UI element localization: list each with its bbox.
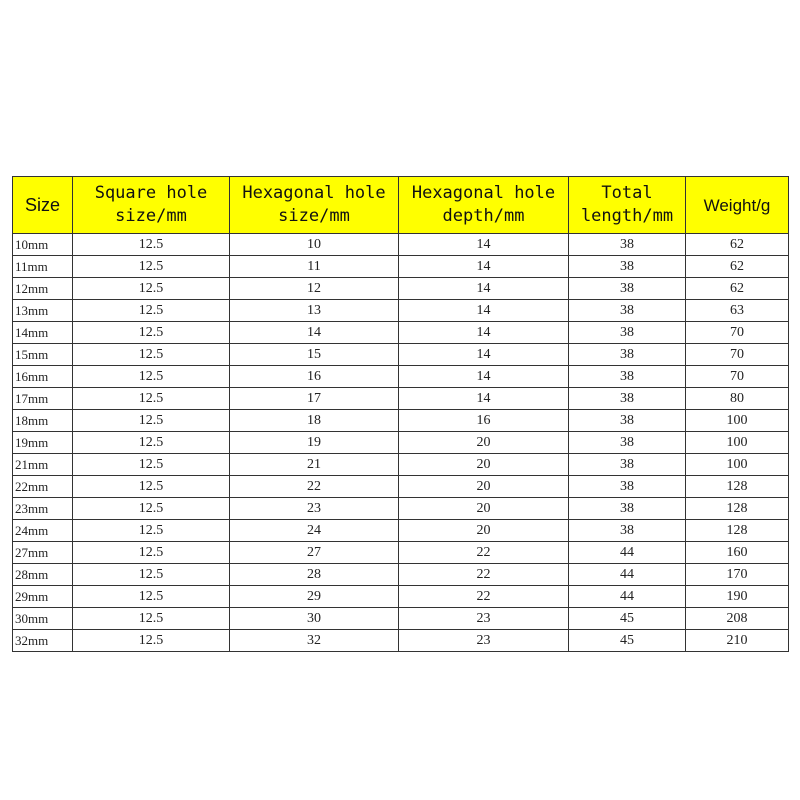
weight-cell: 100 — [686, 410, 789, 432]
hex-hole-depth-cell: 22 — [399, 586, 569, 608]
size-cell: 29mm — [13, 586, 73, 608]
total-length-cell: 38 — [569, 454, 686, 476]
table-row — [13, 630, 789, 652]
hex-hole-depth-cell: 14 — [399, 278, 569, 300]
total-length-cell: 44 — [569, 564, 686, 586]
table-row — [13, 564, 789, 586]
weight-cell: 100 — [686, 432, 789, 454]
total-length-cell: 38 — [569, 432, 686, 454]
weight-cell: 160 — [686, 542, 789, 564]
hex-hole-size-cell: 17 — [230, 388, 399, 410]
hex-hole-size-cell: 19 — [230, 432, 399, 454]
hex-hole-depth-cell: 14 — [399, 366, 569, 388]
total-length-cell: 38 — [569, 234, 686, 256]
total-length-cell: 38 — [569, 278, 686, 300]
table-row — [13, 476, 789, 498]
hex-hole-depth-cell: 23 — [399, 608, 569, 630]
hex-hole-size-cell: 12 — [230, 278, 399, 300]
size-cell: 12mm — [13, 278, 73, 300]
square-hole-cell: 12.5 — [73, 564, 230, 586]
size-cell: 11mm — [13, 256, 73, 278]
spec-table-container — [12, 176, 788, 652]
weight-cell: 100 — [686, 454, 789, 476]
size-cell: 15mm — [13, 344, 73, 366]
header-total-length-line1: Total — [601, 183, 653, 203]
header-weight-line1: Weight/g — [703, 195, 771, 215]
square-hole-cell: 12.5 — [73, 256, 230, 278]
square-hole-cell: 12.5 — [73, 630, 230, 652]
spec-table — [12, 176, 789, 652]
header-row — [13, 177, 789, 234]
table-row — [13, 256, 789, 278]
total-length-cell: 38 — [569, 520, 686, 542]
square-hole-cell: 12.5 — [73, 454, 230, 476]
table-row — [13, 542, 789, 564]
total-length-cell: 38 — [569, 344, 686, 366]
total-length-cell: 38 — [569, 476, 686, 498]
size-cell: 21mm — [13, 454, 73, 476]
hex-hole-depth-cell: 22 — [399, 564, 569, 586]
weight-cell: 62 — [686, 278, 789, 300]
square-hole-cell: 12.5 — [73, 586, 230, 608]
table-row — [13, 322, 789, 344]
hex-hole-depth-cell: 14 — [399, 256, 569, 278]
hex-hole-size-cell: 16 — [230, 366, 399, 388]
square-hole-cell: 12.5 — [73, 410, 230, 432]
header-size — [13, 177, 73, 234]
square-hole-cell: 12.5 — [73, 234, 230, 256]
square-hole-cell: 12.5 — [73, 300, 230, 322]
square-hole-cell: 12.5 — [73, 432, 230, 454]
hex-hole-size-cell: 15 — [230, 344, 399, 366]
hex-hole-depth-cell: 20 — [399, 498, 569, 520]
total-length-cell: 45 — [569, 608, 686, 630]
header-hex-depth-line1: Hexagonal hole — [411, 183, 556, 203]
hex-hole-size-cell: 14 — [230, 322, 399, 344]
table-row — [13, 366, 789, 388]
weight-cell: 128 — [686, 498, 789, 520]
table-row — [13, 608, 789, 630]
total-length-cell: 38 — [569, 410, 686, 432]
total-length-cell: 38 — [569, 366, 686, 388]
size-cell: 10mm — [13, 234, 73, 256]
weight-cell: 63 — [686, 300, 789, 322]
total-length-cell: 45 — [569, 630, 686, 652]
table-row — [13, 432, 789, 454]
total-length-cell: 38 — [569, 498, 686, 520]
hex-hole-depth-cell: 14 — [399, 322, 569, 344]
table-row — [13, 410, 789, 432]
total-length-cell: 38 — [569, 388, 686, 410]
total-length-cell: 38 — [569, 300, 686, 322]
size-cell: 30mm — [13, 608, 73, 630]
size-cell: 27mm — [13, 542, 73, 564]
size-cell: 18mm — [13, 410, 73, 432]
weight-cell: 170 — [686, 564, 789, 586]
total-length-cell: 44 — [569, 542, 686, 564]
header-hex-size-line1: Hexagonal hole — [242, 183, 386, 203]
table-row — [13, 234, 789, 256]
hex-hole-size-cell: 32 — [230, 630, 399, 652]
weight-cell: 128 — [686, 476, 789, 498]
size-cell: 17mm — [13, 388, 73, 410]
square-hole-cell: 12.5 — [73, 278, 230, 300]
table-row — [13, 454, 789, 476]
header-size-line1: Size — [24, 194, 60, 215]
hex-hole-depth-cell: 14 — [399, 344, 569, 366]
table-row — [13, 498, 789, 520]
square-hole-cell: 12.5 — [73, 476, 230, 498]
hex-hole-depth-cell: 14 — [399, 234, 569, 256]
header-hex-size-line2: size/mm — [278, 206, 350, 226]
square-hole-cell: 12.5 — [73, 388, 230, 410]
size-cell: 22mm — [13, 476, 73, 498]
weight-cell: 62 — [686, 256, 789, 278]
square-hole-cell: 12.5 — [73, 344, 230, 366]
hex-hole-size-cell: 27 — [230, 542, 399, 564]
size-cell: 19mm — [13, 432, 73, 454]
weight-cell: 70 — [686, 366, 789, 388]
hex-hole-depth-cell: 22 — [399, 542, 569, 564]
weight-cell: 128 — [686, 520, 789, 542]
header-total-length-line2: length/mm — [580, 206, 674, 226]
table-row — [13, 278, 789, 300]
hex-hole-size-cell: 21 — [230, 454, 399, 476]
hex-hole-size-cell: 13 — [230, 300, 399, 322]
total-length-cell: 38 — [569, 322, 686, 344]
hex-hole-depth-cell: 16 — [399, 410, 569, 432]
hex-hole-depth-cell: 20 — [399, 454, 569, 476]
size-cell: 28mm — [13, 564, 73, 586]
hex-hole-size-cell: 11 — [230, 256, 399, 278]
hex-hole-size-cell: 29 — [230, 586, 399, 608]
size-cell: 23mm — [13, 498, 73, 520]
size-cell: 32mm — [13, 630, 73, 652]
total-length-cell: 44 — [569, 586, 686, 608]
weight-cell: 80 — [686, 388, 789, 410]
hex-hole-depth-cell: 20 — [399, 520, 569, 542]
table-row — [13, 344, 789, 366]
square-hole-cell: 12.5 — [73, 322, 230, 344]
weight-cell: 210 — [686, 630, 789, 652]
hex-hole-depth-cell: 23 — [399, 630, 569, 652]
hex-hole-size-cell: 24 — [230, 520, 399, 542]
size-cell: 16mm — [13, 366, 73, 388]
header-square-hole-line2: size/mm — [115, 206, 187, 226]
hex-hole-size-cell: 28 — [230, 564, 399, 586]
total-length-cell: 38 — [569, 256, 686, 278]
hex-hole-size-cell: 18 — [230, 410, 399, 432]
weight-cell: 70 — [686, 322, 789, 344]
hex-hole-size-cell: 22 — [230, 476, 399, 498]
table-row — [13, 586, 789, 608]
table-row — [13, 300, 789, 322]
size-cell: 24mm — [13, 520, 73, 542]
hex-hole-size-cell: 23 — [230, 498, 399, 520]
hex-hole-size-cell: 30 — [230, 608, 399, 630]
square-hole-cell: 12.5 — [73, 520, 230, 542]
size-cell: 14mm — [13, 322, 73, 344]
table-body — [13, 234, 789, 652]
hex-hole-depth-cell: 14 — [399, 388, 569, 410]
weight-cell: 208 — [686, 608, 789, 630]
weight-cell: 62 — [686, 234, 789, 256]
header-square-hole-line1: Square hole — [94, 183, 208, 203]
hex-hole-depth-cell: 20 — [399, 432, 569, 454]
header-hexagonal-hole-depth — [399, 177, 569, 234]
table-row — [13, 388, 789, 410]
table-row — [13, 520, 789, 542]
square-hole-cell: 12.5 — [73, 608, 230, 630]
hex-hole-size-cell: 10 — [230, 234, 399, 256]
header-square-hole-size — [73, 177, 230, 234]
weight-cell: 190 — [686, 586, 789, 608]
size-cell: 13mm — [13, 300, 73, 322]
header-hex-depth-line2: depth/mm — [442, 206, 525, 226]
square-hole-cell: 12.5 — [73, 542, 230, 564]
header-total-length — [569, 177, 686, 234]
hex-hole-depth-cell: 14 — [399, 300, 569, 322]
square-hole-cell: 12.5 — [73, 366, 230, 388]
weight-cell: 70 — [686, 344, 789, 366]
header-weight — [686, 177, 789, 234]
header-hexagonal-hole-size — [230, 177, 399, 234]
hex-hole-depth-cell: 20 — [399, 476, 569, 498]
square-hole-cell: 12.5 — [73, 498, 230, 520]
